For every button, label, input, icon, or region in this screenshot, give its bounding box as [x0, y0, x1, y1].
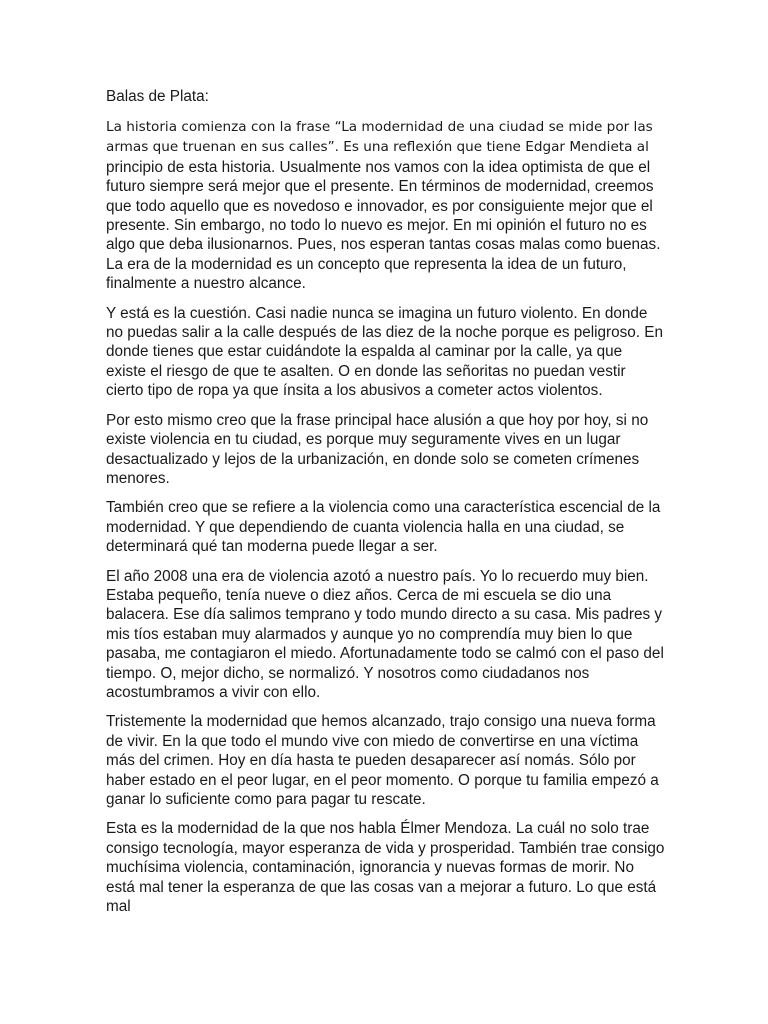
paragraph-6: Tristemente la modernidad que hemos alcanzado, trajo consigo una nueva forma de vivir. En la que todo el mundo vive con miedo de convertirse en una víctima más del crimen. Hoy en día hasta te pueden desaparecer así nomás. Sólo por haber estado en el peor lugar, en el peor momento. O porque tu familia empezó a ganar lo suficiente como para pagar tu rescate. [106, 713, 659, 808]
document-title: Balas de Plata: [106, 88, 209, 105]
paragraph-4: También creo que se refiere a la violencia como una característica escencial de la modernidad. Y que dependiendo de cuanta violencia halla en una ciudad, se determinará qué tan moderna puede llegar a ser. [106, 499, 661, 556]
paragraph-3: Por esto mismo creo que la frase principal hace alusión a que hoy por hoy, si no existe violencia en tu ciudad, es porque muy seguramente vives en un lugar desactualizado y lejos de la urbanización, en donde solo se cometen crímenes menores. [106, 411, 649, 487]
paragraph-5: El año 2008 una era de violencia azotó a nuestro país. Yo lo recuerdo muy bien. Estaba pequeño, tenía nueve o diez años. Cerca de mi escuela se dio una balacera. Ese día salimos temprano y todo mundo directo a su casa. Mis padres y mis tíos estaban muy alarmados y aunque yo no comprendía muy bien lo que pasaba, me contagiaron el miedo. Afortunadamente todo se calmó con el paso del tiempo. O, mejor dicho, se normalizó. Y nosotros como ciudadanos nos acostumbramos a vivir con ello. [106, 567, 664, 701]
paragraph-1-rest: principio de esta historia. Usualmente nos vamos con la idea optimista de que el futuro siempre será mejor que el presente. En términos de modernidad, creemos que todo aquello que es novedoso e innovador, es por consiguiente mejor que el presente. Sin embargo, no todo lo nuevo es mejor. En mi opinión el futuro no es algo que deba ilusionarnos. Pues, nos esperan tantas cosas malas como buenas. La era de la modernidad es un concepto que representa la idea de un futuro, finalmente a nuestro alcance. [106, 158, 661, 293]
paragraph-1 [106, 117, 666, 294]
paragraph-1-lead: La historia comienza con la frase “La modernidad de una ciudad se mide por las armas que truenan en sus calles”. Es una reflexión que tiene Edgar Mendieta al [106, 119, 653, 156]
document-body [106, 86, 666, 926]
paragraph-2: Y está es la cuestión. Casi nadie nunca se imagina un futuro violento. En donde no puedas salir a la calle después de las diez de la noche porque es peligroso. En donde tienes que estar cuidándote la espalda al caminar por la calle, ya que existe el riesgo de que te asalten. O en donde las señoritas no puedan vestir cierto tipo de ropa ya que ínsita a los abusivos a cometer actos violentos. [106, 304, 664, 400]
paragraph-7: Esta es la modernidad de la que nos habla Élmer Mendoza. La cuál no solo trae consigo tecnología, mayor esperanza de vida y prosperidad. También trae consigo muchísima violencia, contaminación, ignorancia y nuevas formas de morir. No está mal tener la esperanza de que las cosas van a mejorar a futuro. Lo que está mal [106, 820, 665, 916]
